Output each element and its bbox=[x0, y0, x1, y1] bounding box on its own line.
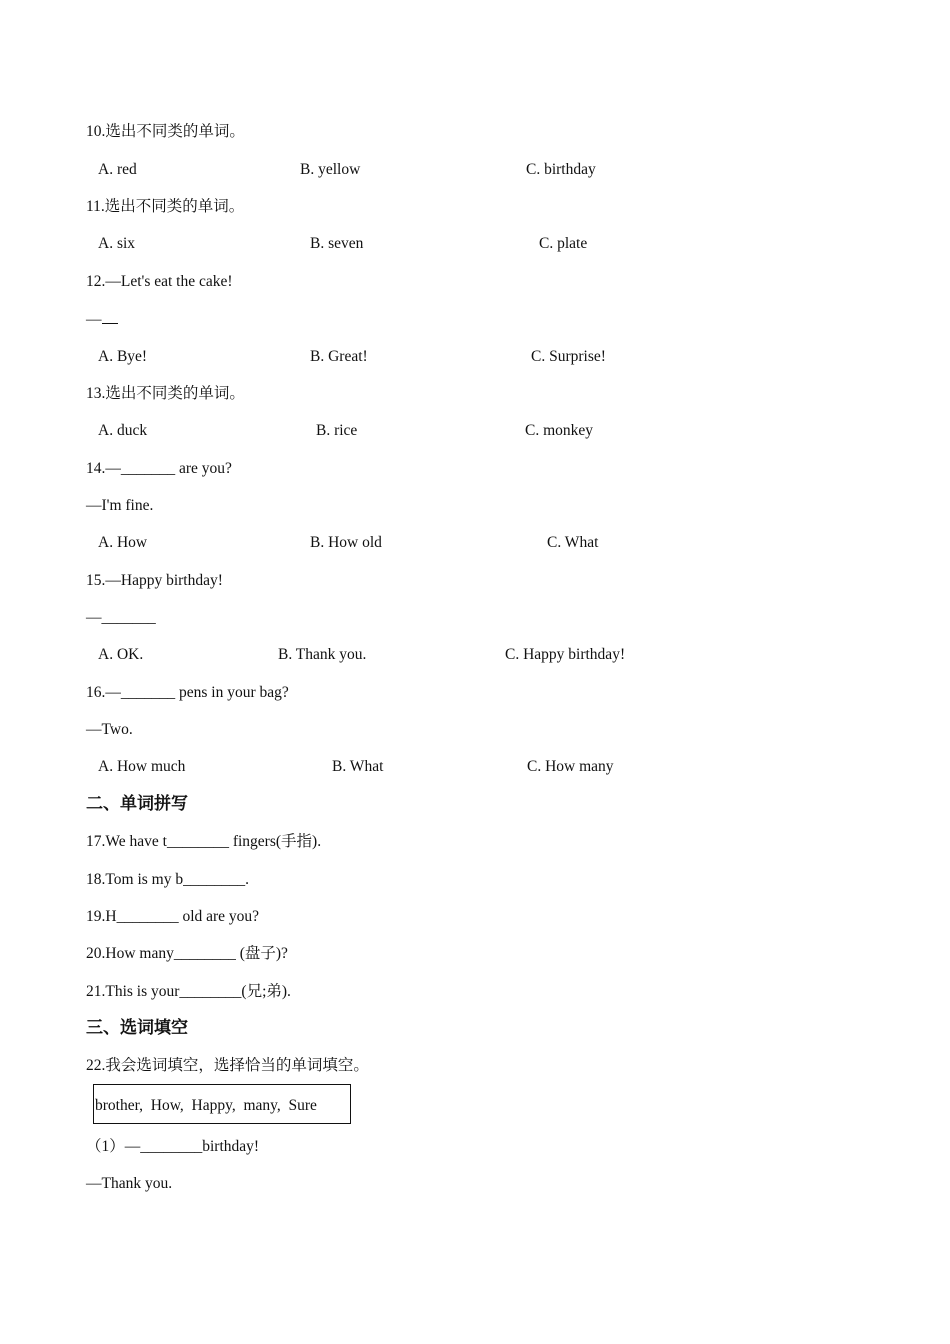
q21: 21.This is your________(兄;弟). bbox=[86, 983, 291, 1000]
q15-option-a[interactable]: A. OK. bbox=[98, 646, 144, 663]
q12-answer-blank bbox=[102, 309, 118, 324]
q14-reply: —I'm fine. bbox=[86, 497, 154, 514]
word-bank-words: brother, How, Happy, many, Sure bbox=[95, 1097, 317, 1114]
q15-reply: —_______ bbox=[86, 609, 156, 626]
q14-option-a[interactable]: A. How bbox=[98, 534, 148, 551]
q16-option-a[interactable]: A. How much bbox=[98, 758, 186, 775]
q22-stem: 22.我会选词填空，选择恰当的单词填空。 bbox=[86, 1057, 369, 1074]
q11-stem: 11.选出不同类的单词。 bbox=[86, 198, 245, 215]
q12-option-c[interactable]: C. Surprise! bbox=[531, 348, 606, 365]
q16-option-b[interactable]: B. What bbox=[332, 758, 384, 775]
q15-option-c[interactable]: C. Happy birthday! bbox=[505, 646, 626, 663]
q13-option-c[interactable]: C. monkey bbox=[525, 422, 594, 439]
q14-stem: 14.—_______ are you? bbox=[86, 460, 232, 477]
q10-stem: 10.选出不同类的单词。 bbox=[86, 123, 245, 140]
word-bank-box bbox=[93, 1084, 351, 1124]
q12-option-b[interactable]: B. Great! bbox=[310, 348, 368, 365]
q14-option-b[interactable]: B. How old bbox=[310, 534, 382, 551]
q15-stem: 15.—Happy birthday! bbox=[86, 572, 223, 589]
q14-option-c[interactable]: C. What bbox=[547, 534, 599, 551]
q10-option-b[interactable]: B. yellow bbox=[300, 161, 361, 178]
q10-option-c[interactable]: C. birthday bbox=[526, 161, 596, 178]
section-3-heading: 三、选词填空 bbox=[86, 1018, 188, 1038]
q12-reply bbox=[86, 309, 118, 330]
q22-sub1: （1）—________birthday! bbox=[86, 1138, 260, 1155]
q22-sub1-reply: —Thank you. bbox=[86, 1175, 173, 1192]
q11-option-b[interactable]: B. seven bbox=[310, 235, 364, 252]
q13-option-a[interactable]: A. duck bbox=[98, 422, 148, 439]
q11-option-a[interactable]: A. six bbox=[98, 235, 136, 252]
section-2-heading: 二、单词拼写 bbox=[86, 794, 188, 814]
q12-reply-dash: — bbox=[86, 311, 102, 328]
q19: 19.H________ old are you? bbox=[86, 908, 260, 925]
q16-reply: —Two. bbox=[86, 721, 133, 738]
q11-option-c[interactable]: C. plate bbox=[539, 235, 588, 252]
q15-option-b[interactable]: B. Thank you. bbox=[278, 646, 367, 663]
q13-stem: 13.选出不同类的单词。 bbox=[86, 385, 245, 402]
q12-option-a[interactable]: A. Bye! bbox=[98, 348, 148, 365]
q17: 17.We have t________ fingers(手指). bbox=[86, 833, 322, 850]
q18: 18.Tom is my b________. bbox=[86, 871, 249, 888]
q10-option-a[interactable]: A. red bbox=[98, 161, 137, 178]
q13-option-b[interactable]: B. rice bbox=[316, 422, 358, 439]
q16-stem: 16.—_______ pens in your bag? bbox=[86, 684, 289, 701]
q12-stem: 12.—Let's eat the cake! bbox=[86, 273, 233, 290]
q16-option-c[interactable]: C. How many bbox=[527, 758, 614, 775]
q20: 20.How many________ (盘子)? bbox=[86, 945, 288, 962]
